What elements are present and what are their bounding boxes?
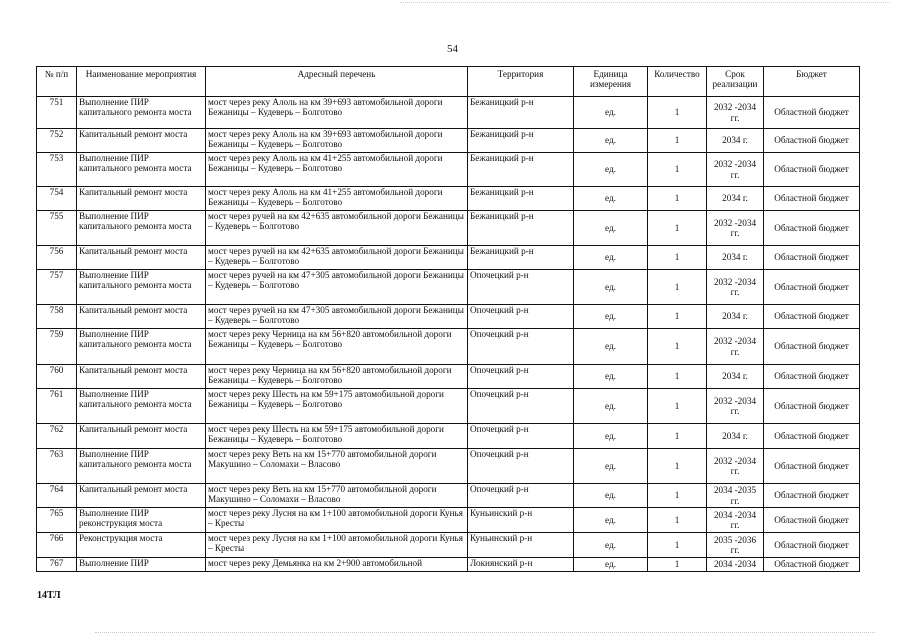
cell-unit: ед. [574, 305, 648, 329]
cell-unit: ед. [574, 484, 648, 508]
cell-unit: ед. [574, 365, 648, 389]
table-body [37, 97, 860, 572]
cell-quantity: 1 [648, 329, 707, 365]
cell-budget: Областной бюджет [764, 329, 860, 365]
cell-unit: ед. [574, 211, 648, 246]
table-row [37, 365, 860, 389]
cell-num: 761 [37, 389, 77, 424]
cell-name: Выполнение ПИР капитального ремонта моста [77, 449, 206, 484]
cell-address: мост через реку Алоль на км 41+255 автомобильной дороги Бежаницы – Кудеверь – Болготово [206, 153, 468, 187]
cell-unit: ед. [574, 270, 648, 305]
cell-territory: Бежаницкий р-н [468, 246, 574, 270]
header-term: Срок реализации [707, 67, 764, 97]
cell-num: 757 [37, 270, 77, 305]
cell-territory: Опочецкий р-н [468, 270, 574, 305]
cell-unit: ед. [574, 246, 648, 270]
cell-quantity: 1 [648, 449, 707, 484]
cell-num: 759 [37, 329, 77, 365]
cell-term: 2034 г. [707, 365, 764, 389]
table-row [37, 424, 860, 449]
cell-quantity: 1 [648, 97, 707, 129]
cell-address: мост через реку Шесть на км 59+175 автомобильной дороги Бежаницы – Кудеверь – Болготово [206, 424, 468, 449]
cell-quantity: 1 [648, 246, 707, 270]
header-territory: Территория [468, 67, 574, 97]
cell-budget: Областной бюджет [764, 508, 860, 533]
cell-unit: ед. [574, 389, 648, 424]
cell-unit: ед. [574, 129, 648, 153]
cell-territory: Опочецкий р-н [468, 389, 574, 424]
cell-budget: Областной бюджет [764, 97, 860, 129]
cell-territory: Куньинский р-н [468, 508, 574, 533]
cell-num: 756 [37, 246, 77, 270]
cell-name: Выполнение ПИР капитального ремонта моста [77, 329, 206, 365]
cell-num: 755 [37, 211, 77, 246]
cell-name: Выполнение ПИР капитального ремонта моста [77, 211, 206, 246]
cell-name: Капитальный ремонт моста [77, 187, 206, 211]
cell-term: 2032 -2034 гг. [707, 97, 764, 129]
header-num: № п/п [37, 67, 77, 97]
table-header-row [37, 67, 860, 97]
events-table [36, 66, 860, 572]
cell-territory: Бежаницкий р-н [468, 153, 574, 187]
cell-quantity: 1 [648, 424, 707, 449]
cell-unit: ед. [574, 508, 648, 533]
cell-quantity: 1 [648, 533, 707, 558]
header-address: Адресный перечень [206, 67, 468, 97]
table-row [37, 187, 860, 211]
cell-num: 753 [37, 153, 77, 187]
cell-term: 2032 -2034 гг. [707, 270, 764, 305]
cell-name: Выполнение ПИР капитального ремонта моста [77, 153, 206, 187]
cell-quantity: 1 [648, 365, 707, 389]
cell-quantity: 1 [648, 484, 707, 508]
table-row [37, 211, 860, 246]
cell-territory: Опочецкий р-н [468, 449, 574, 484]
cell-term: 2034 г. [707, 246, 764, 270]
cell-address: мост через реку Шесть на км 59+175 автомобильной дороги Бежаницы – Кудеверь – Болготово [206, 389, 468, 424]
cell-address: мост через реку Алоль на км 41+255 автомобильной дороги Бежаницы – Кудеверь – Болготово [206, 187, 468, 211]
cell-term: 2032 -2034 гг. [707, 329, 764, 365]
cell-address: мост через реку Веть на км 15+770 автомобильной дороги Макушино – Соломахи – Власово [206, 484, 468, 508]
cell-name: Капитальный ремонт моста [77, 246, 206, 270]
table-row [37, 270, 860, 305]
cell-term: 2032 -2034 гг. [707, 389, 764, 424]
table-row [37, 484, 860, 508]
cell-territory: Бежаницкий р-н [468, 211, 574, 246]
cell-budget: Областной бюджет [764, 270, 860, 305]
cell-term: 2032 -2034 гг. [707, 211, 764, 246]
cell-num: 765 [37, 508, 77, 533]
table-row [37, 558, 860, 572]
cell-budget: Областной бюджет [764, 424, 860, 449]
cell-unit: ед. [574, 558, 648, 572]
cell-budget: Областной бюджет [764, 533, 860, 558]
table-row [37, 129, 860, 153]
table-row [37, 305, 860, 329]
cell-num: 751 [37, 97, 77, 129]
cell-unit: ед. [574, 187, 648, 211]
cell-term: 2034 -2034 гг. [707, 508, 764, 533]
cell-address: мост через реку Лусня на км 1+100 автомобильной дороги Кунья – Кресты [206, 533, 468, 558]
cell-unit: ед. [574, 424, 648, 449]
table-row [37, 246, 860, 270]
cell-territory: Опочецкий р-н [468, 305, 574, 329]
cell-quantity: 1 [648, 508, 707, 533]
cell-num: 763 [37, 449, 77, 484]
cell-name: Капитальный ремонт моста [77, 305, 206, 329]
cell-num: 762 [37, 424, 77, 449]
cell-territory: Опочецкий р-н [468, 329, 574, 365]
cell-unit: ед. [574, 97, 648, 129]
cell-term: 2034 г. [707, 187, 764, 211]
cell-name: Выполнение ПИР [77, 558, 206, 572]
cell-address: мост через реку Лусня на км 1+100 автомобильной дороги Кунья – Кресты [206, 508, 468, 533]
header-budget: Бюджет [764, 67, 860, 97]
table-row [37, 153, 860, 187]
scan-artifact-top [400, 2, 890, 3]
cell-name: Капитальный ремонт моста [77, 484, 206, 508]
cell-num: 764 [37, 484, 77, 508]
header-unit: Единица измерения [574, 67, 648, 97]
cell-name: Выполнение ПИР капитального ремонта моста [77, 389, 206, 424]
cell-name: Капитальный ремонт моста [77, 365, 206, 389]
cell-territory: Опочецкий р-н [468, 365, 574, 389]
cell-quantity: 1 [648, 129, 707, 153]
cell-address: мост через ручей на км 47+305 автомобильной дороги Бежаницы – Кудеверь – Болготово [206, 270, 468, 305]
cell-quantity: 1 [648, 389, 707, 424]
cell-budget: Областной бюджет [764, 153, 860, 187]
cell-num: 766 [37, 533, 77, 558]
cell-budget: Областной бюджет [764, 484, 860, 508]
cell-quantity: 1 [648, 153, 707, 187]
cell-territory: Бежаницкий р-н [468, 129, 574, 153]
cell-budget: Областной бюджет [764, 305, 860, 329]
cell-term: 2034 г. [707, 129, 764, 153]
cell-term: 2034 -2034 [707, 558, 764, 572]
cell-term: 2032 -2034 гг. [707, 449, 764, 484]
cell-address: мост через ручей на км 47+305 автомобильной дороги Бежаницы – Кудеверь – Болготово [206, 305, 468, 329]
cell-num: 758 [37, 305, 77, 329]
page-number: 54 [447, 43, 458, 55]
cell-territory: Бежаницкий р-н [468, 187, 574, 211]
cell-territory: Куньинский р-н [468, 533, 574, 558]
cell-territory: Опочецкий р-н [468, 424, 574, 449]
header-quantity: Количество [648, 67, 707, 97]
table-row [37, 97, 860, 129]
cell-address: мост через реку Алоль на км 39+693 автомобильной дороги Бежаницы – Кудеверь – Болготово [206, 129, 468, 153]
cell-address: мост через ручей на км 42+635 автомобильной дороги Бежаницы – Кудеверь – Болготово [206, 211, 468, 246]
document-code: 14ТЛ [37, 590, 61, 601]
cell-quantity: 1 [648, 187, 707, 211]
cell-address: мост через ручей на км 42+635 автомобильной дороги Бежаницы – Кудеверь – Болготово [206, 246, 468, 270]
cell-budget: Областной бюджет [764, 449, 860, 484]
cell-budget: Областной бюджет [764, 246, 860, 270]
cell-num: 754 [37, 187, 77, 211]
cell-budget: Областной бюджет [764, 389, 860, 424]
cell-address: мост через реку Веть на км 15+770 автомобильной дороги Макушино – Соломахи – Власово [206, 449, 468, 484]
cell-territory: Локнянский р-н [468, 558, 574, 572]
cell-budget: Областной бюджет [764, 558, 860, 572]
cell-territory: Опочецкий р-н [468, 484, 574, 508]
cell-term: 2035 -2036 гг. [707, 533, 764, 558]
cell-term: 2034 -2035 гг. [707, 484, 764, 508]
cell-territory: Бежаницкий р-н [468, 97, 574, 129]
scan-artifact-bottom [95, 632, 875, 633]
cell-quantity: 1 [648, 558, 707, 572]
events-table-container [36, 66, 860, 572]
header-name: Наименование мероприятия [77, 67, 206, 97]
cell-num: 752 [37, 129, 77, 153]
cell-name: Выполнение ПИР реконструкция моста [77, 508, 206, 533]
cell-address: мост через реку Алоль на км 39+693 автомобильной дороги Бежаницы – Кудеверь – Болготово [206, 97, 468, 129]
cell-term: 2032 -2034 гг. [707, 153, 764, 187]
cell-unit: ед. [574, 329, 648, 365]
table-row [37, 508, 860, 533]
cell-name: Капитальный ремонт моста [77, 424, 206, 449]
cell-budget: Областной бюджет [764, 365, 860, 389]
cell-name: Капитальный ремонт моста [77, 129, 206, 153]
table-row [37, 329, 860, 365]
table-row [37, 533, 860, 558]
cell-unit: ед. [574, 533, 648, 558]
cell-name: Выполнение ПИР капитального ремонта моста [77, 97, 206, 129]
cell-num: 767 [37, 558, 77, 572]
cell-budget: Областной бюджет [764, 129, 860, 153]
table-row [37, 449, 860, 484]
cell-term: 2034 г. [707, 305, 764, 329]
cell-budget: Областной бюджет [764, 211, 860, 246]
cell-budget: Областной бюджет [764, 187, 860, 211]
cell-quantity: 1 [648, 270, 707, 305]
table-row [37, 389, 860, 424]
cell-address: мост через реку Черница на км 56+820 автомобильной дороги Бежаницы – Кудеверь – Болготово [206, 329, 468, 365]
cell-quantity: 1 [648, 211, 707, 246]
cell-quantity: 1 [648, 305, 707, 329]
cell-name: Реконструкция моста [77, 533, 206, 558]
cell-num: 760 [37, 365, 77, 389]
cell-name: Выполнение ПИР капитального ремонта моста [77, 270, 206, 305]
cell-term: 2034 г. [707, 424, 764, 449]
cell-address: мост через реку Демьянка на км 2+900 автомобильной [206, 558, 468, 572]
cell-unit: ед. [574, 449, 648, 484]
cell-unit: ед. [574, 153, 648, 187]
cell-address: мост через реку Черница на км 56+820 автомобильной дороги Бежаницы – Кудеверь – Болготово [206, 365, 468, 389]
